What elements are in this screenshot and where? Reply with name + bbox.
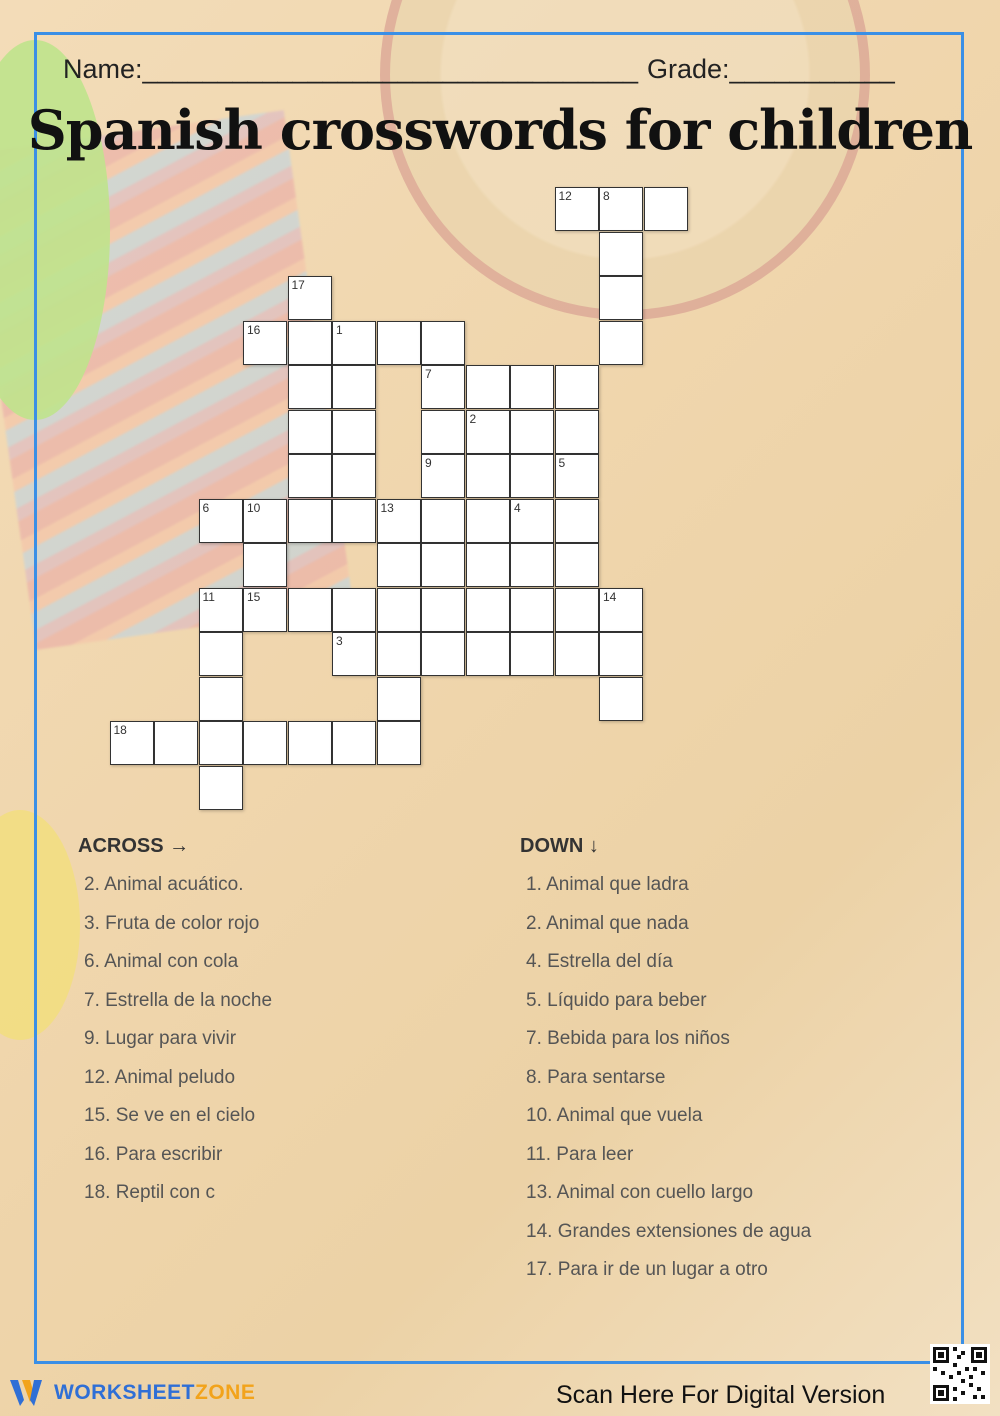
- crossword-cell[interactable]: [288, 321, 332, 365]
- crossword-cell[interactable]: [555, 499, 599, 543]
- crossword-cell[interactable]: [332, 321, 376, 365]
- crossword-cell[interactable]: [332, 588, 376, 632]
- crossword-cell[interactable]: [555, 187, 599, 231]
- crossword-cell[interactable]: [599, 588, 643, 632]
- across-clue: 3. Fruta de color rojo: [84, 912, 260, 934]
- cell-number: 5: [558, 456, 566, 470]
- qr-code-icon[interactable]: [930, 1344, 990, 1404]
- crossword-cell[interactable]: [332, 454, 376, 498]
- crossword-cell[interactable]: [466, 365, 510, 409]
- crossword-cell[interactable]: [243, 588, 287, 632]
- crossword-cell[interactable]: [199, 499, 243, 543]
- down-clue: 5. Líquido para beber: [526, 989, 707, 1011]
- crossword-cell[interactable]: [555, 454, 599, 498]
- crossword-cell[interactable]: [599, 632, 643, 676]
- cell-number: 2: [469, 411, 477, 426]
- crossword-cell[interactable]: [199, 677, 243, 721]
- crossword-cell[interactable]: [510, 588, 554, 632]
- crossword-cell[interactable]: [243, 721, 287, 765]
- logo-text-accent: ZONE: [195, 1381, 256, 1404]
- crossword-cell[interactable]: [466, 543, 510, 587]
- crossword-cell[interactable]: [288, 721, 332, 765]
- crossword-cell[interactable]: [199, 632, 243, 676]
- crossword-cell[interactable]: [421, 454, 465, 498]
- cell-number: 13: [380, 500, 394, 515]
- crossword-cell[interactable]: [466, 632, 510, 676]
- crossword-cell[interactable]: [555, 410, 599, 454]
- crossword-cell[interactable]: [243, 543, 287, 587]
- crossword-cell[interactable]: [599, 276, 643, 320]
- cell-number: 17: [291, 278, 305, 292]
- crossword-cell[interactable]: [599, 677, 643, 721]
- crossword-cell[interactable]: [555, 588, 599, 632]
- across-clue: 2. Animal acuático.: [84, 874, 244, 895]
- cell-number: 3: [336, 634, 343, 648]
- grade-field-label: Grade:___________: [647, 54, 895, 84]
- down-clue: 14. Grandes extensiones de agua: [526, 1220, 812, 1242]
- crossword-cell[interactable]: [466, 410, 510, 454]
- logo-w-icon: [10, 1378, 48, 1408]
- cell-number: 14: [603, 589, 617, 604]
- crossword-cell[interactable]: [599, 232, 643, 276]
- across-clue: 7. Estrella de la noche: [84, 989, 273, 1011]
- crossword-cell[interactable]: [599, 187, 643, 231]
- crossword-cell[interactable]: [288, 276, 332, 320]
- cell-number: 4: [514, 500, 521, 515]
- crossword-cell[interactable]: [377, 543, 421, 587]
- crossword-cell[interactable]: [555, 365, 599, 409]
- down-clue: 4. Estrella del día: [526, 951, 673, 972]
- crossword-cell[interactable]: [199, 766, 243, 810]
- crossword-cell[interactable]: [555, 632, 599, 676]
- across-clue: 6. Animal con cola: [84, 951, 239, 972]
- crossword-cell[interactable]: [243, 321, 287, 365]
- crossword-cell[interactable]: [332, 410, 376, 454]
- crossword-cell[interactable]: [288, 588, 332, 632]
- crossword-cell[interactable]: [288, 454, 332, 498]
- crossword-cell[interactable]: [110, 721, 154, 765]
- crossword-cell[interactable]: [332, 632, 376, 676]
- crossword-cell[interactable]: [421, 499, 465, 543]
- crossword-cell[interactable]: [421, 365, 465, 409]
- across-clue: 16. Para escribir: [84, 1143, 223, 1165]
- crossword-cell[interactable]: [288, 410, 332, 454]
- crossword-cell[interactable]: [599, 321, 643, 365]
- crossword-cell[interactable]: [644, 187, 688, 231]
- cell-number: 16: [247, 322, 261, 337]
- across-heading: ACROSS →: [78, 835, 190, 857]
- crossword-cell[interactable]: [466, 588, 510, 632]
- crossword-cell[interactable]: [288, 499, 332, 543]
- crossword-cell[interactable]: [377, 721, 421, 765]
- crossword-cell[interactable]: [421, 543, 465, 587]
- crossword-cell[interactable]: [377, 677, 421, 721]
- crossword-cell[interactable]: [510, 632, 554, 676]
- cell-number: 11: [202, 589, 215, 604]
- crossword-cell[interactable]: [332, 721, 376, 765]
- crossword-cell[interactable]: [154, 721, 198, 765]
- down-heading: DOWN ↓: [520, 835, 599, 857]
- crossword-cell[interactable]: [466, 499, 510, 543]
- crossword-cell[interactable]: [377, 321, 421, 365]
- cell-number: 1: [336, 322, 343, 337]
- scan-instruction: Scan Here For Digital Version: [556, 1381, 886, 1409]
- across-clue: 18. Reptil con c: [84, 1182, 215, 1203]
- down-clue: 13. Animal con cuello largo: [526, 1182, 754, 1203]
- cell-number: 7: [425, 367, 432, 381]
- crossword-cell[interactable]: [421, 410, 465, 454]
- crossword-cell[interactable]: [510, 543, 554, 587]
- crossword-cell[interactable]: [421, 632, 465, 676]
- crossword-cell[interactable]: [243, 499, 287, 543]
- crossword-cell[interactable]: [555, 543, 599, 587]
- cell-number: 12: [558, 189, 572, 203]
- down-clue: 1. Animal que ladra: [526, 874, 689, 895]
- crossword-cell[interactable]: [199, 588, 243, 632]
- cell-number: 6: [202, 500, 210, 515]
- crossword-cell[interactable]: [332, 499, 376, 543]
- down-clue: 2. Animal que nada: [526, 912, 689, 934]
- down-clue: 8. Para sentarse: [526, 1066, 666, 1088]
- crossword-cell[interactable]: [466, 454, 510, 498]
- crossword-cell[interactable]: [510, 410, 554, 454]
- name-field-label: Name:_________________________________: [63, 54, 639, 84]
- across-clue: 9. Lugar para vivir: [84, 1028, 237, 1049]
- down-clue: 11. Para leer: [526, 1143, 634, 1165]
- crossword-cell[interactable]: [510, 365, 554, 409]
- worksheetzone-logo: [10, 1378, 255, 1408]
- cell-number: 15: [247, 589, 261, 604]
- crossword-cell[interactable]: [510, 499, 554, 543]
- down-clue: 17. Para ir de un lugar a otro: [526, 1259, 768, 1280]
- crossword-cell[interactable]: [332, 365, 376, 409]
- page-title: Spanish crosswords for children: [27, 98, 973, 162]
- crossword-cell[interactable]: [421, 321, 465, 365]
- cell-number: 18: [113, 723, 127, 737]
- logo-text-main: WORKSHEET: [54, 1381, 195, 1404]
- cell-number: 8: [603, 189, 610, 203]
- crossword-cell[interactable]: [288, 365, 332, 409]
- down-clue: 10. Animal que vuela: [526, 1105, 703, 1126]
- cell-number: 9: [425, 456, 432, 470]
- down-clue: 7. Bebida para los niños: [526, 1028, 730, 1049]
- crossword-cell[interactable]: [377, 588, 421, 632]
- cell-number: 10: [247, 500, 261, 515]
- crossword-cell[interactable]: [421, 588, 465, 632]
- across-clue: 12. Animal peludo: [84, 1066, 236, 1088]
- crossword-cell[interactable]: [377, 499, 421, 543]
- crossword-cell[interactable]: [510, 454, 554, 498]
- crossword-cell[interactable]: [377, 632, 421, 676]
- across-clue: 15. Se ve en el cielo: [84, 1105, 256, 1126]
- crossword-cell[interactable]: [199, 721, 243, 765]
